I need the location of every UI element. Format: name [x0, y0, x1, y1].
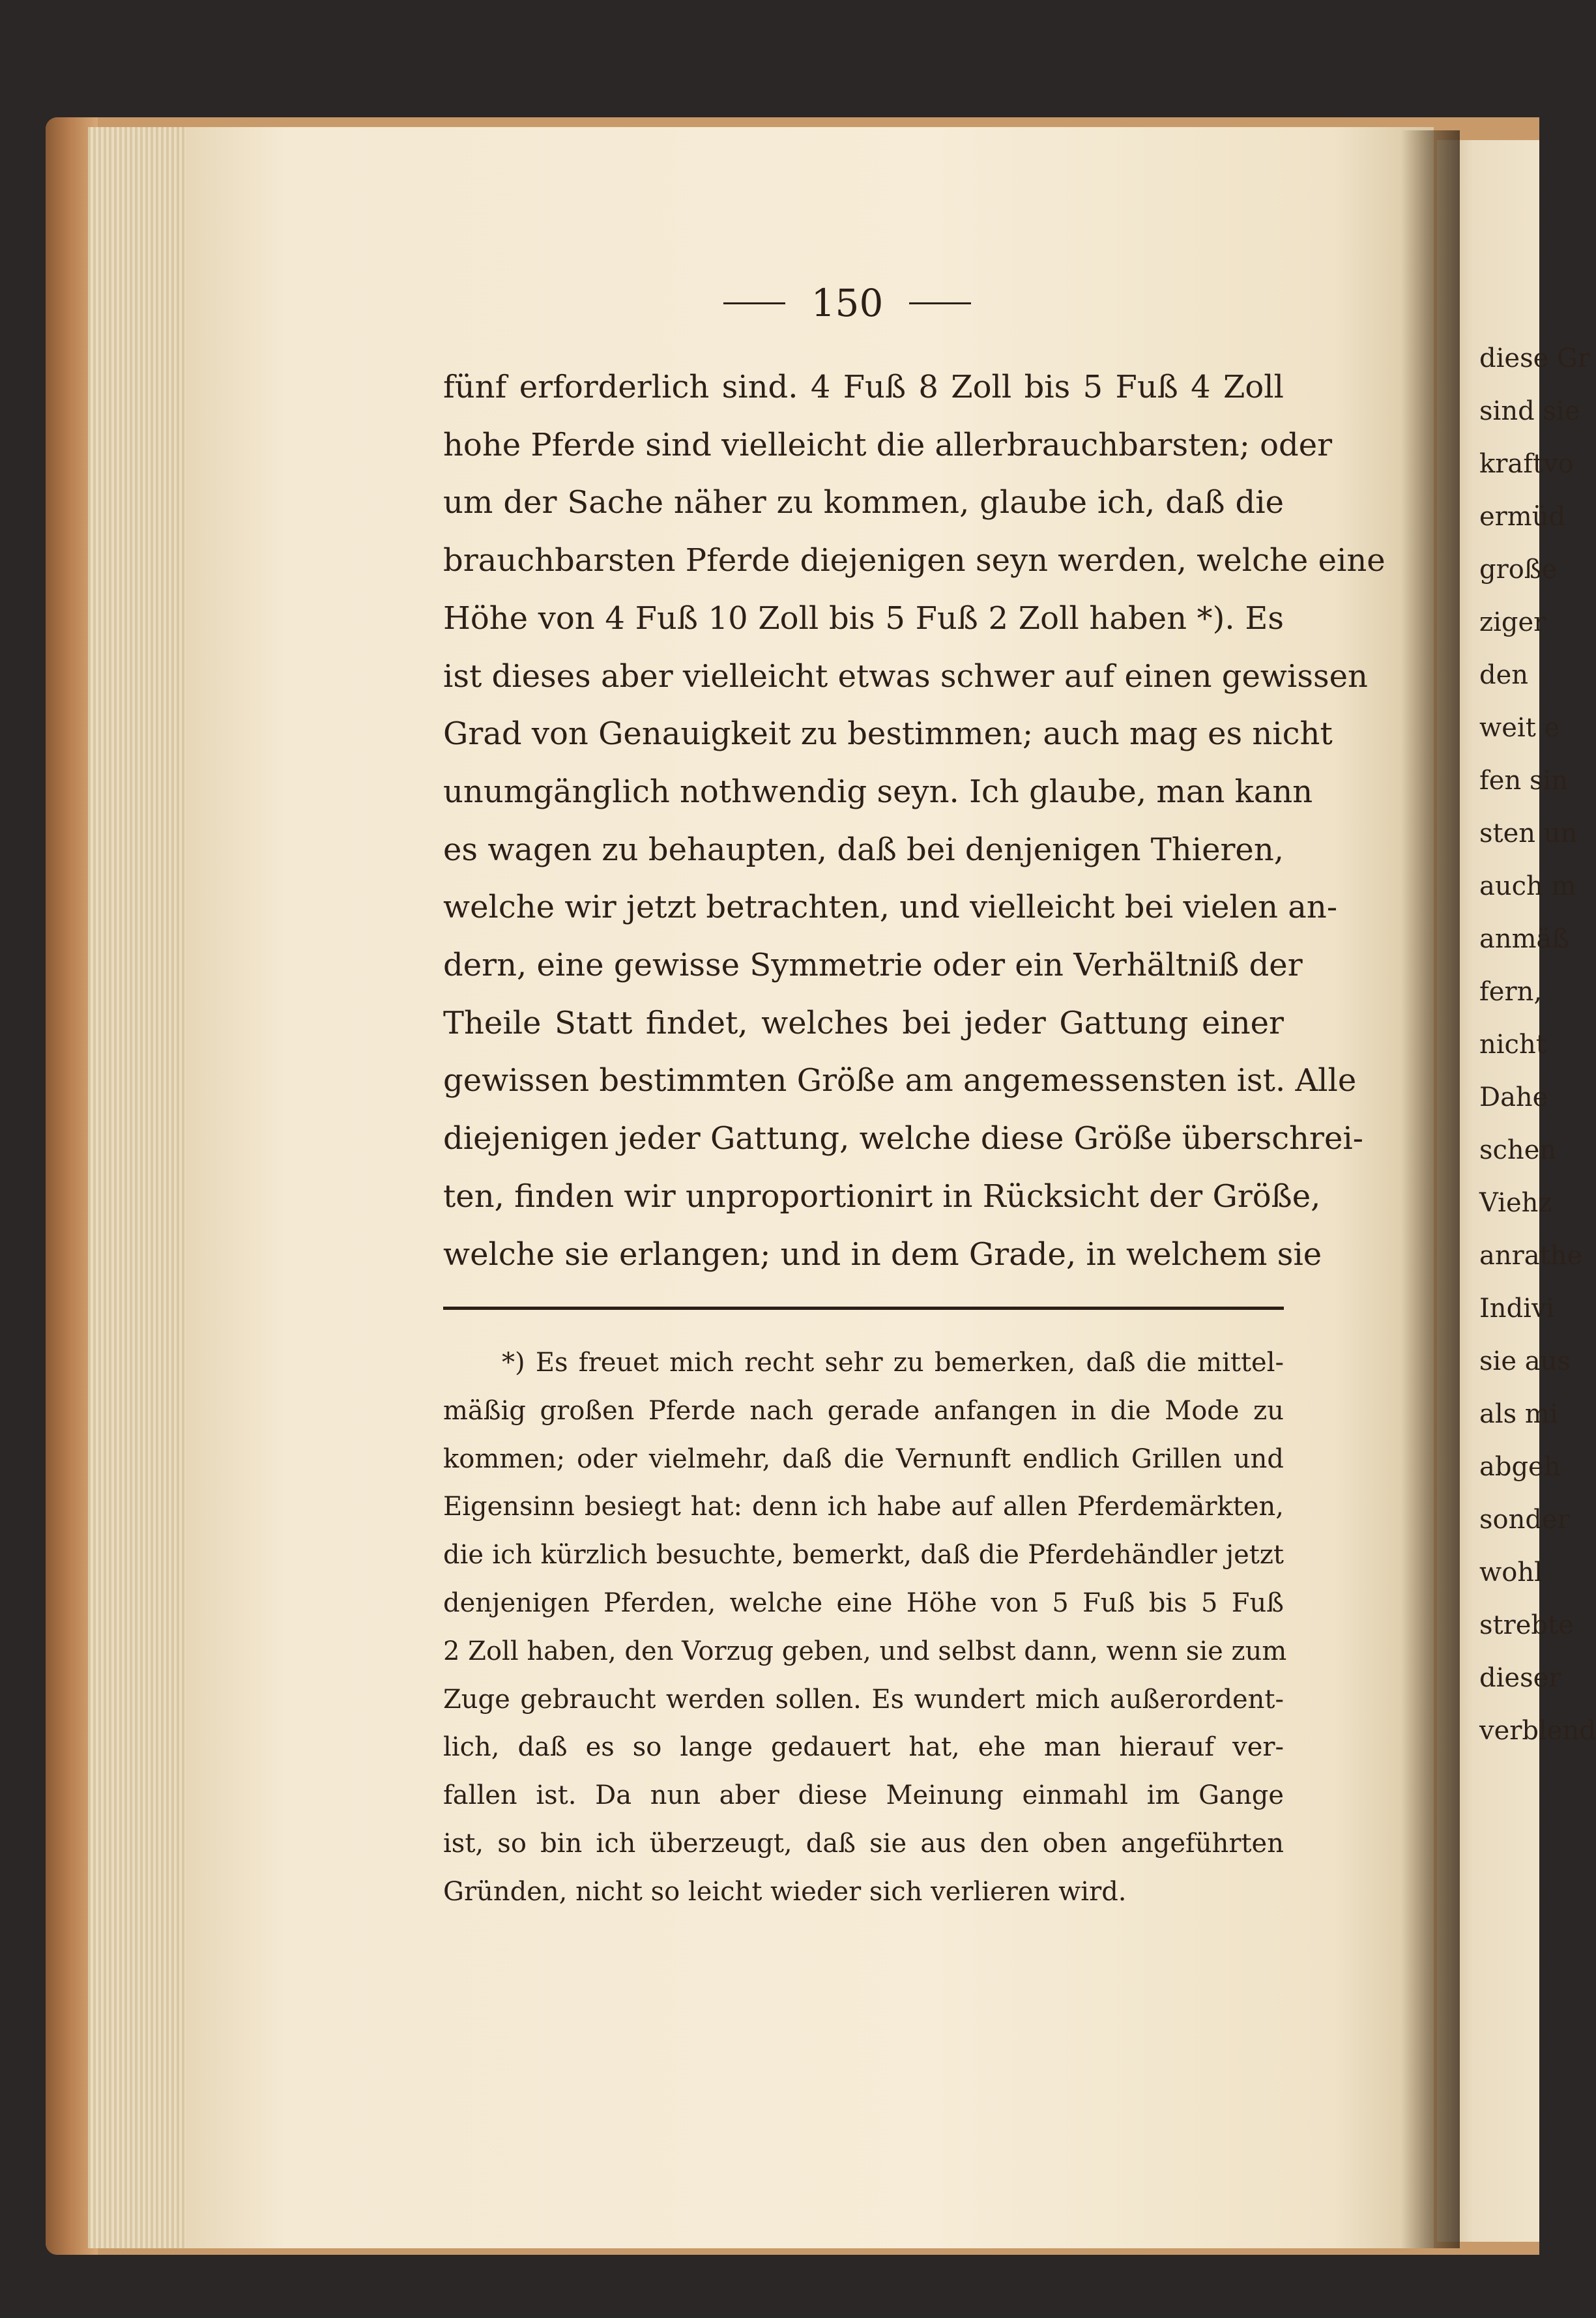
text-line: fünf erforderlich sind. 4 Fuß 8 Zoll bis 5 Fuß 4 Zoll — [443, 369, 1284, 405]
right-page-line: Dahe — [1479, 1082, 1548, 1112]
right-page-line: sie aus — [1479, 1346, 1571, 1376]
text-line: dern, eine gewisse Symmetrie oder ein Verhältniß der — [443, 947, 1303, 984]
footnote-line: fallen ist. Da nun aber diese Meinung einmahl im Gange — [443, 1780, 1284, 1811]
right-page-line: kraftvo — [1479, 449, 1574, 479]
right-page-line: große — [1479, 555, 1558, 585]
footnote-line: lich, daß es so lange gedauert hat, ehe man hierauf ver- — [443, 1732, 1284, 1763]
right-page-line: schen — [1479, 1135, 1557, 1165]
right-page-line: verblend — [1479, 1716, 1596, 1746]
text-line: unumgänglich nothwendig seyn. Ich glaube, man kann — [443, 773, 1313, 810]
footnote — [443, 1339, 1287, 1917]
text-line: diejenigen jeder Gattung, welche diese Größe überschrei- — [443, 1120, 1363, 1157]
right-page-line: ermüd — [1479, 502, 1566, 532]
text-line: ist dieses aber vielleicht etwas schwer auf einen gewissen — [443, 658, 1368, 695]
main-text — [443, 358, 1386, 1283]
header-dash-left — [723, 302, 785, 304]
text-line: Grad von Genauigkeit zu bestimmen; auch mag es nicht — [443, 716, 1333, 753]
right-page-line: als mi — [1479, 1399, 1558, 1429]
right-page-line: nicht — [1479, 1030, 1546, 1060]
right-page-line: weit e — [1479, 713, 1560, 743]
text-line: es wagen zu behaupten, daß bei denjenigen Thieren, — [443, 831, 1284, 868]
footnote-line: Zuge gebraucht werden sollen. Es wundert mich außerordent- — [443, 1684, 1284, 1715]
right-page-line: abgeh — [1479, 1452, 1561, 1482]
right-page-line: dieser — [1479, 1663, 1561, 1693]
text-line: Höhe von 4 Fuß 10 Zoll bis 5 Fuß 2 Zoll haben *). Es — [443, 600, 1284, 637]
right-page-line: Indivi — [1479, 1294, 1555, 1324]
right-page-line: wohl — [1479, 1557, 1543, 1587]
right-page-line: auch m — [1479, 871, 1576, 901]
footnote-divider — [443, 1307, 1284, 1310]
right-page-line: fen sin — [1479, 766, 1569, 796]
header-dash-right — [909, 302, 971, 304]
page-stack-edge — [88, 127, 186, 2248]
footnote-line: *) Es freuet mich recht sehr zu bemerken, daß die mittel- — [502, 1348, 1284, 1378]
text-line: welche sie erlangen; und in dem Grade, in welchem sie — [443, 1236, 1322, 1273]
right-page-line: sonder — [1479, 1505, 1570, 1535]
page-number: 150 — [811, 281, 884, 325]
right-page-line: anmäß — [1479, 924, 1570, 954]
text-line: Theile Statt findet, welches bei jeder Gattung einer — [443, 1004, 1284, 1041]
right-page-line: den — [1479, 660, 1529, 690]
footnote-line: Gründen, nicht so leicht wieder sich verlieren wird. — [443, 1876, 1127, 1907]
book-gutter — [1401, 130, 1460, 2248]
footnote-line: 2 Zoll haben, den Vorzug geben, und selbst dann, wenn sie zum — [443, 1636, 1287, 1666]
text-line: welche wir jetzt betrachten, und vielleicht bei vielen an- — [443, 889, 1338, 926]
right-page-text — [1479, 332, 1596, 1758]
text-line: hohe Pferde sind vielleicht die allerbrauchbarsten; oder — [443, 426, 1333, 463]
right-page-line: sten un — [1479, 819, 1578, 848]
right-page-line: fern, — [1479, 977, 1543, 1007]
text-line: gewissen bestimmten Größe am angemessensten ist. Alle — [443, 1062, 1357, 1099]
footnote-line: ist, so bin ich überzeugt, daß sie aus den oben angeführten — [443, 1828, 1284, 1859]
right-page-line: sind sie — [1479, 396, 1580, 426]
page-header — [704, 277, 991, 329]
footnote-line: mäßig großen Pferde nach gerade anfangen in die Mode zu — [443, 1395, 1284, 1426]
footnote-line: denjenigen Pferden, welche eine Höhe von 5 Fuß bis 5 Fuß — [443, 1587, 1284, 1618]
text-line: ten, finden wir unproportionirt in Rücksicht der Größe, — [443, 1178, 1321, 1215]
text-line: um der Sache näher zu kommen, glaube ich, daß die — [443, 484, 1284, 521]
right-page-line: strebte — [1479, 1610, 1574, 1640]
footnote-line: Eigensinn besiegt hat: denn ich habe auf allen Pferdemärkten, — [443, 1492, 1284, 1522]
right-page-line: Viehz — [1479, 1188, 1552, 1218]
right-page-line: diese Gr — [1479, 343, 1591, 373]
text-line: brauchbarsten Pferde diejenigen seyn werden, welche eine — [443, 542, 1386, 579]
right-page-line: anrathe — [1479, 1241, 1583, 1271]
footnote-line: die ich kürzlich besuchte, bemerkt, daß die Pferdehändler jetzt — [443, 1540, 1284, 1571]
right-page-line: ziger — [1479, 607, 1546, 637]
footnote-line: kommen; oder vielmehr, daß die Vernunft endlich Grillen und — [443, 1443, 1284, 1474]
